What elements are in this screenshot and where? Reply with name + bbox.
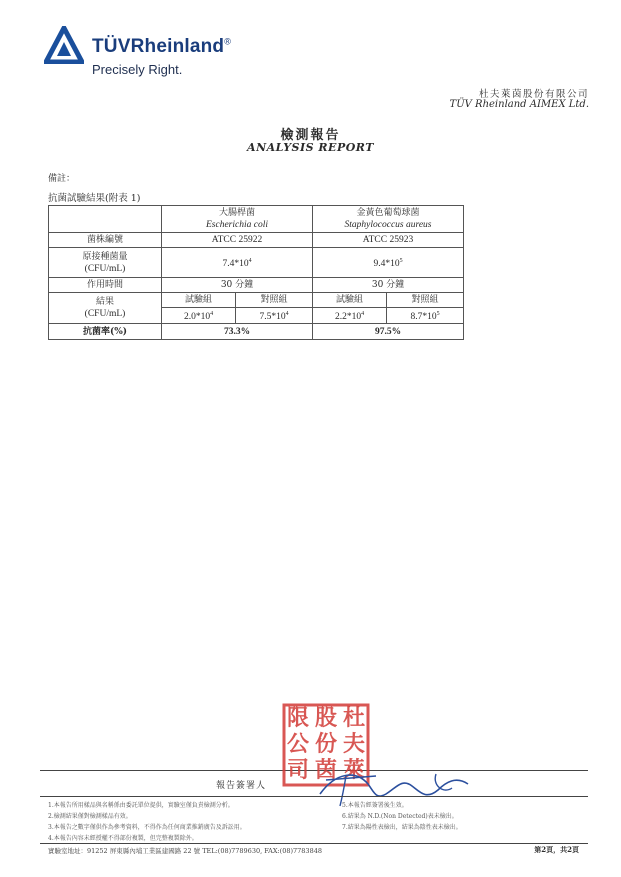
seal-glyph: 杜 [342,705,366,731]
note-left-3: 3.本報告之數字僅供作為參考資料，不得作為任何商業推銷廣告及訴訟用。 [48,824,246,831]
note-left-4: 4.本報告內容未經授權不得部份複製，但完整複製除外。 [48,835,198,842]
company-name-en: TÜV Rheinland AIMEX Ltd. [449,99,589,110]
company-name-cn: 杜夫萊茵股份有限公司 [478,89,589,100]
notes-divider [40,796,588,797]
contact-time-label: 作用時間 [49,278,162,293]
org2-control-group-header: 對照組 [387,293,464,308]
organism-1-name-en: Escherichia coli [206,220,268,230]
org2-test-result: $2.2*10^4$ [313,308,387,324]
result-label: 結果 [95,297,114,308]
antibacterial-results-table [48,205,464,340]
strain-1-value: ATCC 25922 [162,233,313,248]
table-row [49,206,464,233]
org2-control-result: $8.7*10^5$ [387,308,464,324]
inoculum-label: 原接種菌量 [82,251,128,262]
org1-test-group-header: 試驗組 [162,293,236,308]
table-row [49,233,464,248]
seal-glyph: 股 [314,705,338,731]
org2-test-group-header: 試驗組 [313,293,387,308]
page-number: 第2頁，共2頁 [534,845,579,854]
result-label-cell [49,293,162,324]
note-right-5: 5.本報告經簽署後生效。 [342,802,408,809]
note-left-2: 2.檢測結果僅對檢測樣品有效。 [48,813,132,820]
table-row [49,324,464,340]
organism-1-header [162,206,313,233]
result-unit: (CFU/mL) [84,309,126,320]
contact-time-1-value: 30 分鐘 [162,278,313,293]
seal-glyph: 司 [286,757,310,783]
seal-glyph: 萊 [342,757,366,783]
note-right-6: 6.結果為 N.D.(Non Detected)表未檢出。 [342,813,458,820]
tuv-logo-icon [44,26,84,64]
antibacterial-rate-1: 73.3% [162,324,313,340]
org1-control-result: $7.5*10^4$ [236,308,313,324]
inoculum-2-value: $9.4*10^5$ [313,248,464,278]
remarks-label: 備註： [48,174,76,184]
strain-label: 菌株編號 [49,233,162,248]
report-title-cn: 檢測報告 [280,128,341,143]
note-right-7: 7.結果為陽性表檢出，結果為陰性表未檢出。 [342,824,462,831]
table-row [49,293,464,308]
empty-header-cell [49,206,162,233]
table-subtitle: 抗菌試驗結果(附表 1) [48,193,141,204]
inoculum-label-cell [49,248,162,278]
seal-glyph: 份 [314,731,338,757]
org1-test-result: $2.0*10^4$ [162,308,236,324]
organism-2-name-en: Staphylococcus aureus [344,220,432,230]
seal-glyph: 茵 [314,757,338,783]
seal-glyph: 公 [286,731,310,757]
antibacterial-rate-2: 97.5% [313,324,464,340]
organism-2-name-cn: 金黃色葡萄球菌 [356,208,420,218]
signer-label: 報告簽署人 [216,781,267,791]
report-title-en: ANALYSIS REPORT [247,141,374,154]
strain-2-value: ATCC 25923 [313,233,464,248]
lab-address: 實驗室地址：91252 屏東縣內埔工業區建國路 22 號 TEL:(08)7789630, FAX:(08)7783848 [48,847,322,855]
antibacterial-rate-label: 抗菌率(%) [49,324,162,340]
seal-glyph: 限 [286,705,310,731]
org1-control-group-header: 對照組 [236,293,313,308]
organism-1-name-cn: 大腸桿菌 [218,208,255,218]
seal-glyph: 夫 [342,731,366,757]
organism-2-header [313,206,464,233]
contact-time-2-value: 30 分鐘 [313,278,464,293]
inoculum-unit: (CFU/mL) [84,263,126,274]
note-left-1: 1.本報告所用樣品與名稱係由委託單位提供，實驗室僅負責檢測分析。 [48,802,234,809]
address-divider [40,843,588,844]
brand-slogan: Precisely Right. [92,62,183,77]
brand-name: TÜVRheinland® [92,36,232,57]
table-row [49,248,464,278]
inoculum-1-value: $7.4*10^4$ [162,248,313,278]
table-row [49,278,464,293]
